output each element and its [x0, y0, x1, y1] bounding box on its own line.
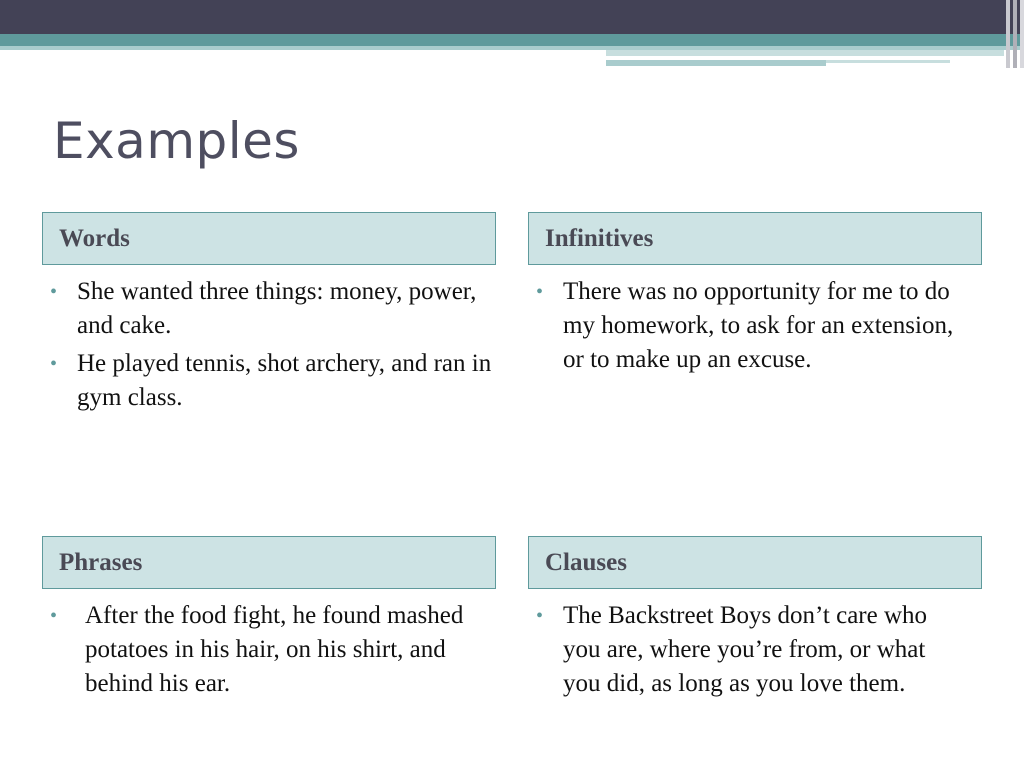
bullet-list: [528, 599, 982, 701]
decorative-stripe: [606, 60, 826, 66]
panel-heading: Words: [42, 212, 496, 265]
list-item: [42, 347, 496, 415]
bullet-icon: •: [50, 605, 58, 627]
list-item: [42, 275, 496, 343]
decorative-stripe: [826, 60, 950, 63]
panel-infinitives: [528, 212, 982, 381]
top-header-band: [0, 0, 1024, 34]
decorative-stripe: [606, 50, 1004, 56]
teal-accent-band: [0, 34, 1024, 46]
panel-words: [42, 212, 496, 419]
decorative-bars: [994, 0, 1024, 68]
list-item-text: There was no opportunity for me to do my homework, to ask for an extension, or to make up an excuse.: [563, 278, 954, 373]
panel-heading: Phrases: [42, 536, 496, 589]
bullet-icon: •: [50, 281, 58, 303]
bullet-list: [42, 275, 496, 415]
panel-clauses: [528, 536, 982, 705]
panel-heading: Infinitives: [528, 212, 982, 265]
list-item-text: He played tennis, shot archery, and ran in gym class.: [77, 350, 492, 411]
list-item-text: She wanted three things: money, power, and cake.: [77, 278, 477, 339]
list-item-text: The Backstreet Boys don’t care who you are, where you’re from, or what you did, as long as you love them.: [563, 602, 928, 697]
list-item-text: After the food fight, he found mashed potatoes in his hair, on his shirt, and behind his ear.: [85, 602, 464, 697]
bullet-icon: •: [536, 281, 544, 303]
bullet-icon: •: [50, 353, 58, 375]
slide-title: Examples: [53, 112, 300, 170]
panel-phrases: [42, 536, 496, 705]
bullet-list: [42, 599, 496, 701]
list-item: [528, 275, 963, 377]
bullet-icon: •: [536, 605, 544, 627]
list-item: [528, 599, 963, 701]
panel-heading: Clauses: [528, 536, 982, 589]
list-item: [42, 599, 465, 701]
bullet-list: [528, 275, 982, 377]
